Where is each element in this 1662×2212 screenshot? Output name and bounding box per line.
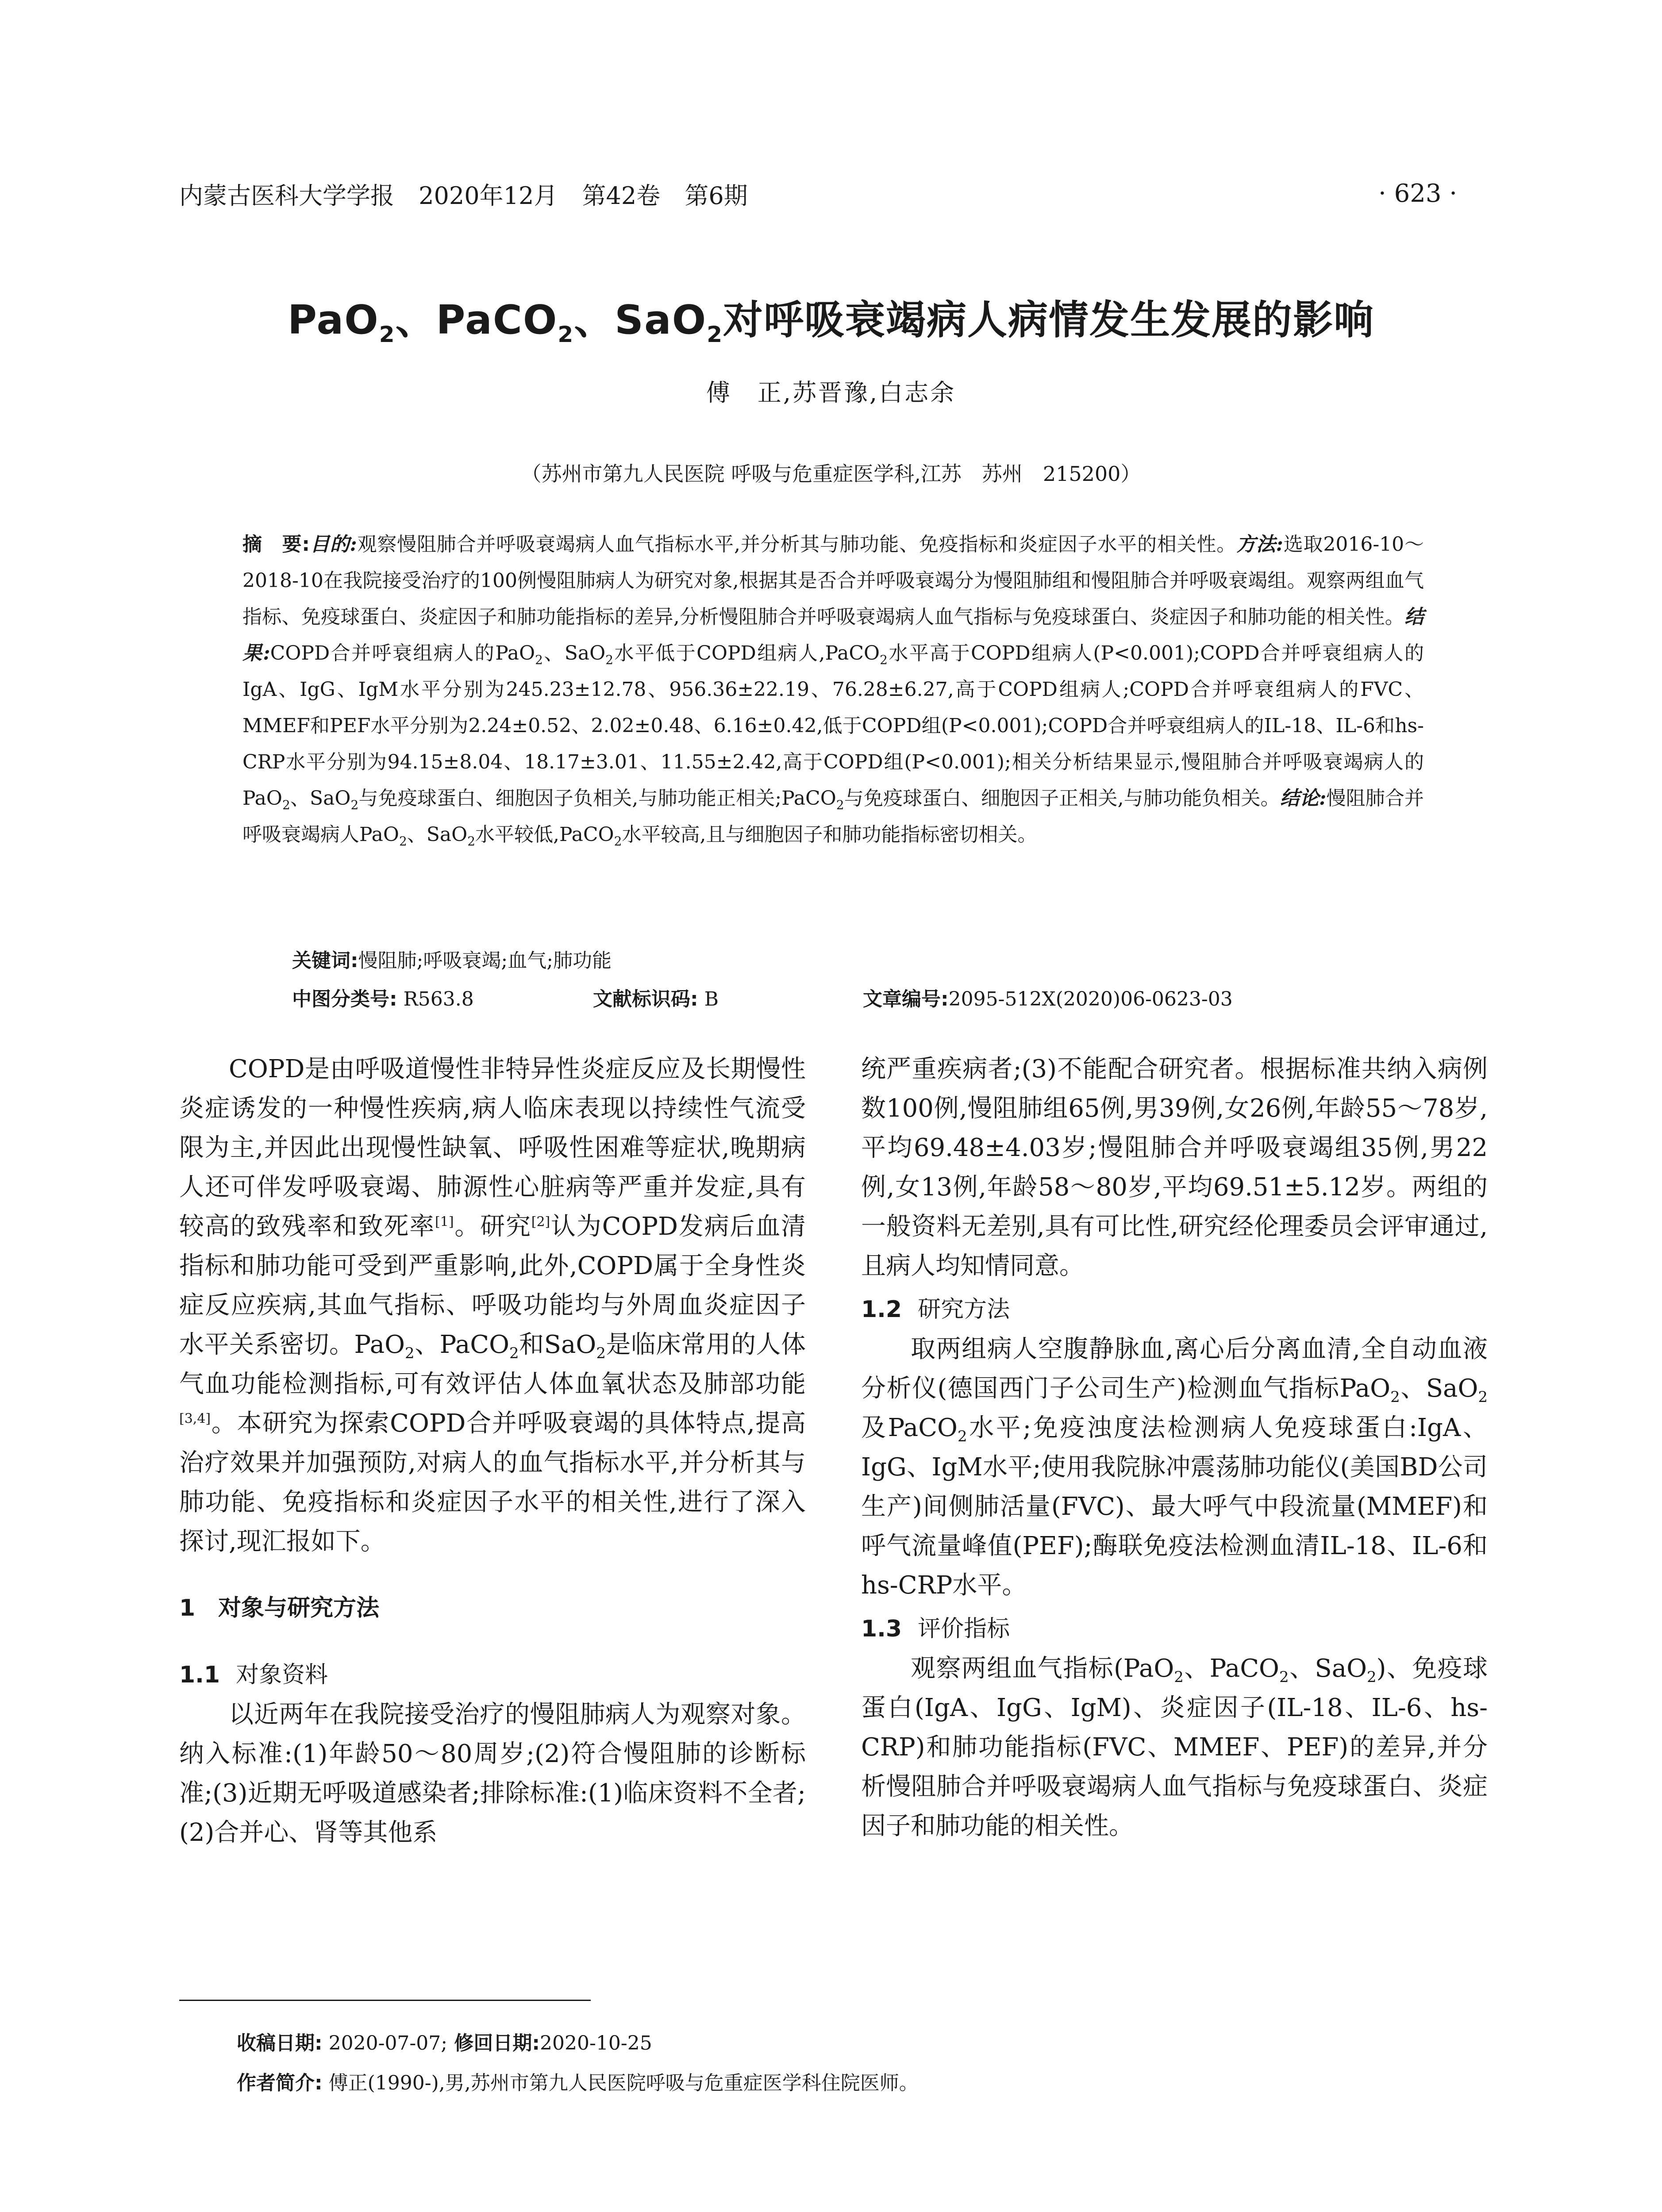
body-column-left [179, 1049, 806, 1852]
results-text: COPD合并呼衰组病人的PaO$_2$、SaO$_2$水平低于COPD组病人,PaCO$_2$水平高于COPD组病人(P<0.001);COPD合并呼衰组病人的IgA、IgG、IgM水平分别为245.23±12.78、956.36±22.19、76.28±6.27,高于COPD组病人;COPD合并呼衰组病人的FVC、MMEF和PEF水平分别为2.24±0.52、2.02±0.48、6.16±0.42,低于COPD组(P<0.001);COPD合并呼衰组病人的IL-18、IL-6和hs-CRP水平分别为94.15±8.04、18.17±3.01、11.55±2.42,高于COPD组(P<0.001);相关分析结果显示,慢阻肺合并呼吸衰竭病人的PaO$_2$、SaO$_2$与免疫球蛋白、细胞因子负相关,与肺功能正相关;PaCO$_2$与免疫球蛋白、细胞因子正相关,与肺功能负相关。 [242, 642, 1424, 812]
page-number: · 623 · [1378, 179, 1458, 208]
section-heading: 1 对象与研究方法 [179, 1595, 380, 1621]
citation: [3,4] [179, 1411, 211, 1427]
article-title: PaO$_2$、PaCO$_2$、SaO$_2$对呼吸衰竭病人病情发生发展的影响 [287, 297, 1375, 347]
results-label: 结果: [242, 606, 1424, 664]
issue-date: 2020年12月 [419, 182, 558, 210]
subsection-heading: 1.2 研究方法 [861, 1296, 1010, 1323]
citation: [2] [531, 1214, 550, 1230]
volume: 第42卷 [582, 182, 661, 210]
author-list: 傅 正,苏晋豫,白志余 [706, 379, 956, 407]
objective-label: 目的: [310, 533, 357, 556]
objective-text: 观察慢阻肺合并呼吸衰竭病人血气指标水平,并分析其与肺功能、免疫指标和炎症因子水平的相关性。 [357, 533, 1237, 556]
issue: 第6期 [685, 182, 748, 210]
abstract-label: 摘 要: [242, 533, 310, 556]
body-column-right [861, 1049, 1488, 1846]
keywords-value: 慢阻肺;呼吸衰竭;血气;肺功能 [358, 949, 612, 972]
clc-number: 中图分类号: R563.8 [292, 988, 474, 1010]
conclusion-text: 慢阻肺合并呼吸衰竭病人PaO$_2$、SaO$_2$水平较低,PaCO$_2$水平较高,且与细胞因子和肺功能指标密切相关。 [242, 787, 1424, 849]
subsection-heading: 1.3 评价指标 [861, 1616, 1010, 1642]
citation: [1] [435, 1214, 454, 1230]
footnote-divider [179, 2000, 591, 2001]
intro-paragraph: COPD是由呼吸道慢性非特异性炎症反应及长期慢性炎症诱发的一种慢性疾病,病人临床表现以持续性气流受限为主,并因此出现慢性缺氧、呼吸性困难等症状,晚期病人还可伴发呼吸衰竭、肺源性心脏病等严重并发症,具有较高的致残率和致死率[1]。研究[2]认为COPD发病后血清指标和肺功能可受到严重影响,此外,COPD属于全身性炎症反应疾病,其血气指标、呼吸功能均与外周血炎症因子水平关系密切。PaO$_2$、PaCO$_2$和SaO$_2$是临床常用的人体气血功能检测指标,可有效评估人体血氧状态及肺部功能[3,4]。本研究为探索COPD合并呼吸衰竭的具体特点,提高治疗效果并加强预防,对病人的血气指标水平,并分析其与肺功能、免疫指标和炎症因子水平的相关性,进行了深入探讨,现汇报如下。 [179, 1055, 806, 1556]
running-header [179, 177, 765, 211]
conclusion-label: 结论: [1280, 787, 1327, 810]
received-date-note: 收稿日期: 2020-07-07; 修回日期:2020-10-25 [237, 2032, 652, 2055]
affiliation: （苏州市第九人民医院 呼吸与危重症医学科,江苏 苏州 215200） [521, 462, 1141, 486]
journal-name: 内蒙古医科大学学报 [179, 182, 394, 210]
abstract [242, 526, 1424, 853]
keywords [292, 945, 612, 973]
author-bio-note: 作者简介: 傅正(1990-),男,苏州市第九人民医院呼吸与危重症医学科住院医师。 [237, 2072, 919, 2094]
methods-text: 选取2016-10～2018-10在我院接受治疗的100例慢阻肺病人为研究对象,根据其是否合并呼吸衰竭分为慢阻肺组和慢阻肺合并呼吸衰竭组。观察两组血气指标、免疫球蛋白、炎症因子和肺功能指标的差异,分析慢阻肺合并呼吸衰竭病人血气指标与免疫球蛋白、炎症因子和肺功能的相关性。 [242, 533, 1424, 628]
subsection-heading: 1.1 对象资料 [179, 1662, 328, 1688]
evaluation-paragraph: 观察两组血气指标(PaO$_2$、PaCO$_2$、SaO$_2$)、免疫球蛋白(IgA、IgG、IgM)、炎症因子(IL-18、IL-6、hs-CRP)和肺功能指标(FVC、MMEF、PEF)的差异,并分析慢阻肺合并呼吸衰竭病人血气指标与免疫球蛋白、炎症因子和肺功能的相关性。 [861, 1654, 1488, 1840]
document-code: 文献标识码: B [593, 988, 719, 1010]
article-number: 文章编号:2095-512X(2020)06-0623-03 [863, 988, 1233, 1010]
keywords-label: 关键词: [292, 949, 358, 972]
subjects-paragraph-continued: 统严重疾病者;(3)不能配合研究者。根据标准共纳入病例数100例,慢阻肺组65例,男39例,女26例,年龄55～78岁,平均69.48±4.03岁;慢阻肺合并呼吸衰竭组35例,男22例,女13例,年龄58～80岁,平均69.51±5.12岁。两组的一般资料无差别,具有可比性,研究经伦理委员会评审通过,且病人均知情同意。 [861, 1055, 1488, 1280]
methods-paragraph: 取两组病人空腹静脉血,离心后分离血清,全自动血液分析仪(德国西门子公司生产)检测血气指标PaO$_2$、SaO$_2$及PaCO$_2$水平;免疫浊度法检测病人免疫球蛋白:IgA、IgG、IgM水平;使用我院脉冲震荡肺功能仪(美国BD公司生产)间侧肺活量(FVC)、最大呼气中段流量(MMEF)和呼气流量峰值(PEF);酶联免疫法检测血清IL-18、IL-6和hs-CRP水平。 [861, 1335, 1488, 1600]
subjects-paragraph: 以近两年在我院接受治疗的慢阻肺病人为观察对象。纳入标准:(1)年龄50～80周岁;(2)符合慢阻肺的诊断标准;(3)近期无呼吸道感染者;排除标准:(1)临床资料不全者;(2)合并心、肾等其他系 [179, 1700, 806, 1847]
methods-label: 方法: [1236, 533, 1283, 556]
